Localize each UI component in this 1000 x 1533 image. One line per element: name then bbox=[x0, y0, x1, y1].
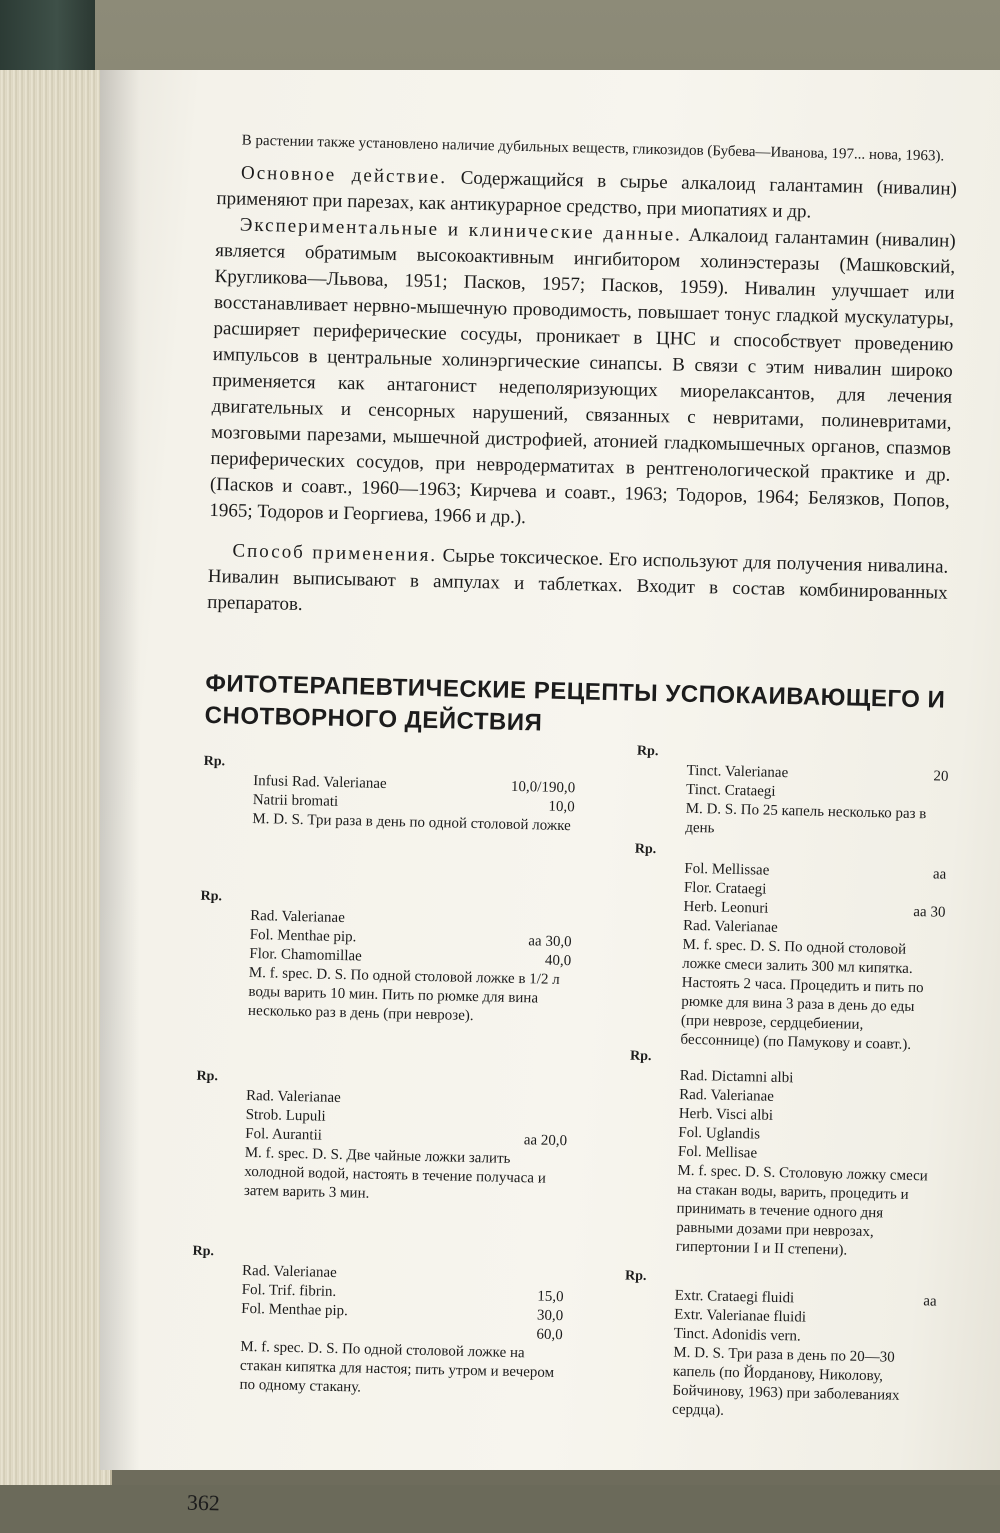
amount: 60,0 bbox=[536, 1326, 563, 1346]
ingredient: Rad. Dictamni albi bbox=[651, 1066, 941, 1092]
paragraph-text: Сырье токсическое. Его используют для получения нивалина. Нивалин выписывают в ампулах и таблетках. Входит в состав комбинированных препаратов. bbox=[207, 545, 948, 615]
paragraph-label: Основное действие. bbox=[241, 163, 448, 189]
page-stack-edge bbox=[0, 70, 112, 1485]
paragraph-text: Алкалоид галантамин (нивалин) является обратимым высокоактивным ингибитором холинэстеразы (Машковский, Кругликова—Львова, 1951; Пасков, 1957; Пасков, 1959). Нивалин улучшает или восстанавливает нервно-мышечную проводимость, повышает тонус гладкой мускулатуры, расширяет периферические сосуды, проникает в ЦНС и способствует проведению импульсов в центральные холинэргические синапсы. В связи с этим нивалин широко применяется как антагонист недеполяризующих миорелаксантов, для лечения двигательных и сенсорных нарушений, связанных с невритами, полиневритами, мозговыми парезами, мышечной дистрофией, атонией гладкомышечных органов, спазмов периферических сосудов, при невродерматитах в рентгенологической практике и др. (Пасков и соавт., 1960—1963; Кирчева и соавт., 1963; Тодоров, 1964; Белязков, Попов, 1965; Тодоров и Георгиева, 1966 и др.). bbox=[209, 225, 956, 529]
recipe-7 bbox=[648, 1047, 943, 1263]
rp-label: Rp. bbox=[192, 1242, 564, 1269]
amount: aa bbox=[923, 1292, 937, 1311]
ingredient: Rad. Valerianae bbox=[655, 916, 945, 942]
recipe-6 bbox=[652, 840, 947, 1056]
amount: aa 30,0 bbox=[528, 932, 572, 952]
ingredient: Extr. Crataegi fluidi bbox=[674, 1287, 794, 1309]
ingredient: Tinct. Crataegi bbox=[658, 780, 948, 806]
amount: 40,0 bbox=[545, 952, 572, 972]
instructions: M. f. spec. D. S. Столовую ложку смеси на стакан воды, варить, процедить и принимать в течение одного дня равными дозами при неврозах, гипертонии I и II степени). bbox=[648, 1161, 940, 1263]
rp-label: Rp. bbox=[630, 1047, 942, 1073]
rp-label: Rp. bbox=[196, 1067, 568, 1094]
recipe-3 bbox=[216, 1067, 569, 1208]
ingredient: Fol. Uglandis bbox=[650, 1123, 940, 1149]
rp-label: Rp. bbox=[625, 1267, 937, 1293]
ingredient: Fol. Menthae pip. bbox=[241, 1300, 348, 1321]
ingredient: Fol. Trif. fibrin. bbox=[241, 1281, 336, 1302]
amount: 20 bbox=[933, 767, 948, 786]
instructions: M. f. spec. D. S. По одной столовой ложке смеси залить 300 мл кипятка. Настоять 2 часа. Процедить и пить по рюмке для вина 3 раза в день до еды (при неврозе, сердцебиении, бессоннице) (по Памукову и соавт.). bbox=[652, 935, 945, 1056]
ingredient: Natrii bromati bbox=[253, 791, 339, 812]
rp-label: Rp. bbox=[203, 752, 575, 779]
paragraph-label: Экспериментальные и клинические данные. bbox=[240, 215, 683, 246]
rp-label: Rp. bbox=[637, 742, 949, 768]
paragraph-label: Способ применения. bbox=[232, 540, 437, 566]
ingredient: Rad. Valerianae bbox=[218, 1086, 568, 1113]
section-heading: ФИТОТЕРАПЕВТИЧЕСКИЕ РЕЦЕПТЫ УСПОКАИВАЮЩЕГО И СНОТВОРНОГО ДЕЙСТВИЯ bbox=[204, 668, 945, 749]
recipes-grid bbox=[188, 752, 943, 1449]
ingredient: Tinct. Valerianae bbox=[686, 762, 788, 783]
recipe-2 bbox=[220, 887, 573, 1028]
recipe-5 bbox=[657, 742, 949, 844]
recipe-8 bbox=[644, 1267, 937, 1426]
ingredient: Fol. Menthae pip. bbox=[250, 926, 357, 947]
instructions: M. D. S. По 25 капель несколько раз в день bbox=[657, 799, 948, 844]
page-content bbox=[188, 130, 957, 1448]
instructions: M. f. spec. D. S. По одной столовой ложке на стакан кипятка для настоя; пить утром и вечером по одному стакану. bbox=[211, 1337, 562, 1402]
paragraph-clinical-data bbox=[209, 212, 956, 541]
instructions: M. D. S. Три раза в день по 20—30 капель (по Йорданову, Николову, Бойчинову, 1963) при заболеваниях сердца). bbox=[644, 1343, 936, 1426]
paragraph-usage bbox=[207, 538, 949, 633]
ingredient: Strob. Lupuli bbox=[217, 1105, 567, 1132]
ingredient: Rad. Valerianae bbox=[214, 1261, 564, 1288]
ingredient: Flor. Chamomillae bbox=[249, 945, 362, 967]
amount: aa bbox=[933, 865, 947, 884]
ingredient: Fol. Mellisae bbox=[650, 1142, 940, 1168]
instructions: M. D. S. Три раза в день по одной столовой ложке bbox=[224, 809, 574, 836]
ingredient: Rad. Valerianae bbox=[222, 906, 572, 933]
ingredient: Fol. Aurantii bbox=[245, 1125, 322, 1146]
ingredient: Flor. Crataegi bbox=[656, 878, 946, 904]
amount: 30,0 bbox=[537, 1307, 564, 1327]
ingredient: Tinct. Adonidis vern. bbox=[646, 1324, 936, 1350]
ingredient: Herb. Visci albi bbox=[651, 1104, 941, 1130]
amount: 10,0/190,0 bbox=[511, 778, 576, 798]
rp-label: Rp. bbox=[635, 840, 947, 866]
amount: 15,0 bbox=[537, 1288, 564, 1308]
amount: aa 30 bbox=[913, 903, 946, 923]
ingredient: Infusi Rad. Valerianae bbox=[253, 772, 387, 794]
book-page bbox=[100, 70, 1000, 1470]
intro-note: В растении также установлено наличие дубильных веществ, гликозидов (Бубева—Иванова, 197... нова, 1963). bbox=[218, 130, 958, 167]
ingredient: Fol. Mellissae bbox=[684, 860, 769, 881]
amount: aa 20,0 bbox=[524, 1131, 568, 1151]
amount: 10,0 bbox=[548, 798, 575, 818]
instructions: M. f. spec. D. S. Две чайные ложки залить холодной водой, настоять в течение получаса и затем варить 3 мин. bbox=[216, 1143, 567, 1208]
rp-label: Rp. bbox=[200, 887, 572, 914]
recipe-4 bbox=[211, 1242, 564, 1402]
ingredient: Herb. Leonuri bbox=[683, 898, 768, 919]
page-number: 362 bbox=[187, 1490, 221, 1517]
paragraph-text: Содержащийся в сырье алкалоид галантамин (нивалин) применяют при парезах, как антикурарное средство, при миопатиях и др. bbox=[216, 167, 957, 222]
instructions: M. f. spec. D. S. По одной столовой ложке в 1/2 л воды варить 10 мин. Пить по рюмке для вина несколько раз в день (при неврозе). bbox=[220, 963, 571, 1028]
recipe-1 bbox=[224, 752, 576, 836]
ingredient: Rad. Valerianae bbox=[651, 1085, 941, 1111]
ingredient: Extr. Valerianae fluidi bbox=[646, 1305, 936, 1331]
